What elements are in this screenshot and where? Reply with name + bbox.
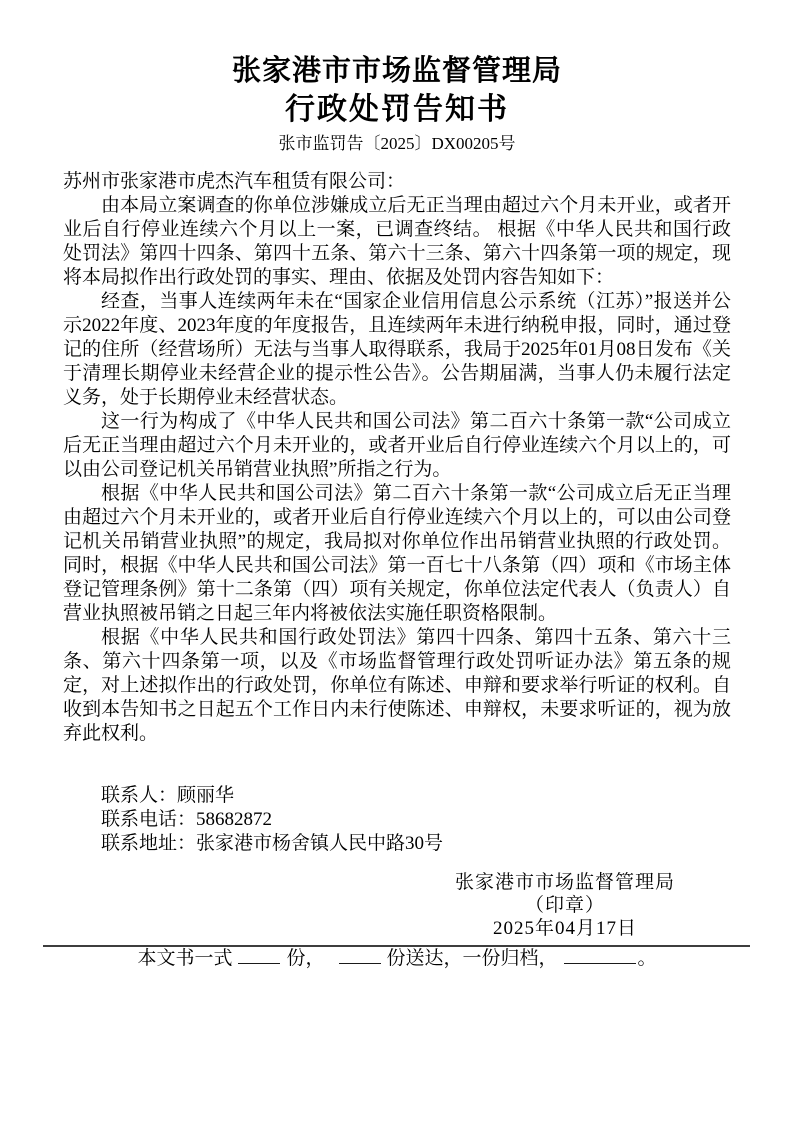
contact-person-line: 联系人：顾丽华 bbox=[101, 785, 235, 806]
copies-blank-field bbox=[238, 949, 280, 964]
distribution-note-text-2: 份， bbox=[286, 948, 325, 969]
paragraph-rights-notice: 根据《中华人民共和国行政处罚法》第四十四条、第四十五条、第六十三条、第六十四条第一项，以及《市场监督管理行政处罚听证办法》第五条的规定，对上述拟作出的行政处罚，你单位有陈述、申辩和要求举行听证的权利。自收到本告知书之日起五个工作日内未行使陈述、申辩权，未要求听证的，视为放弃此权利。 bbox=[63, 627, 731, 744]
contact-phone-line: 联系电话：58682872 bbox=[101, 809, 273, 830]
document-type-title: 行政处罚告知书 bbox=[285, 93, 509, 126]
signature-date: 2025年04月17日 bbox=[492, 918, 637, 939]
signature-seal-placeholder: （印章） bbox=[524, 895, 605, 916]
paragraph-findings: 经查，当事人连续两年未在“国家企业信用信息公示系统（江苏）”报送并公示2022年度、2023年度的年度报告，且连续两年未进行纳税申报，同时，通过登记的住所（经营场所）无法与当事人取得联系，我局于2025年01月08日发布《关于清理长期停业未经营企业的提示性公告》。公告期届满，当事人仍未履行法定义务，处于长期停业未经营状态。 bbox=[63, 291, 731, 408]
document-body bbox=[63, 170, 731, 971]
distribution-note-text-3: 份送达，一份归档， bbox=[386, 948, 558, 969]
document-number: 张市监罚告〔2025〕DX00205号 bbox=[278, 134, 516, 153]
contact-block bbox=[63, 784, 731, 856]
delivered-copies-blank-field bbox=[339, 949, 381, 964]
contact-address-line: 联系地址：张家港市杨舍镇人民中路30号 bbox=[101, 833, 444, 854]
paragraph-violation: 这一行为构成了《中华人民共和国公司法》第二百六十条第一款“公司成立后无正当理由超过六个月未开业的，或者开业后自行停业连续六个月以上的，可以由公司登记机关吊销营业执照”所指之行为。 bbox=[63, 411, 731, 480]
recipient-line: 苏州市张家港市虎杰汽车租赁有限公司： bbox=[63, 171, 406, 192]
paragraph-penalty-basis: 根据《中华人民共和国公司法》第二百六十条第一款“公司成立后无正当理由超过六个月未开业的，或者开业后自行停业连续六个月以上的，可以由公司登记机关吊销营业执照”的规定，我局拟对你单位作出吊销营业执照的行政处罚。同时，根据《中华人民共和国公司法》第一百七十八条第（四）项和《市场主体登记管理条例》第十二条第（四）项有关规定，你单位法定代表人（负责人）自营业执照被吊销之日起三年内将被依法实施任职资格限制。 bbox=[63, 483, 731, 624]
paragraph-case-summary: 由本局立案调查的你单位涉嫌成立后无正当理由超过六个月未开业，或者开业后自行停业连续六个月以上一案，已调查终结。 根据《中华人民共和国行政处罚法》第四十四条、第四十五条、第六十三条、第六十四条第一项的规定，现将本局拟作出行政处罚的事实、理由、依据及处罚内容告知如下： bbox=[63, 195, 731, 288]
distribution-note-text-1: 本文书一式 bbox=[137, 948, 233, 969]
distribution-note-text-4: 。 bbox=[637, 948, 657, 969]
issuing-agency-title: 张家港市市场监督管理局 bbox=[231, 55, 562, 87]
distribution-note bbox=[63, 947, 731, 971]
other-blank-field bbox=[564, 949, 636, 964]
signature-agency-name: 张家港市市场监督管理局 bbox=[454, 872, 675, 893]
signature-block bbox=[455, 871, 675, 940]
